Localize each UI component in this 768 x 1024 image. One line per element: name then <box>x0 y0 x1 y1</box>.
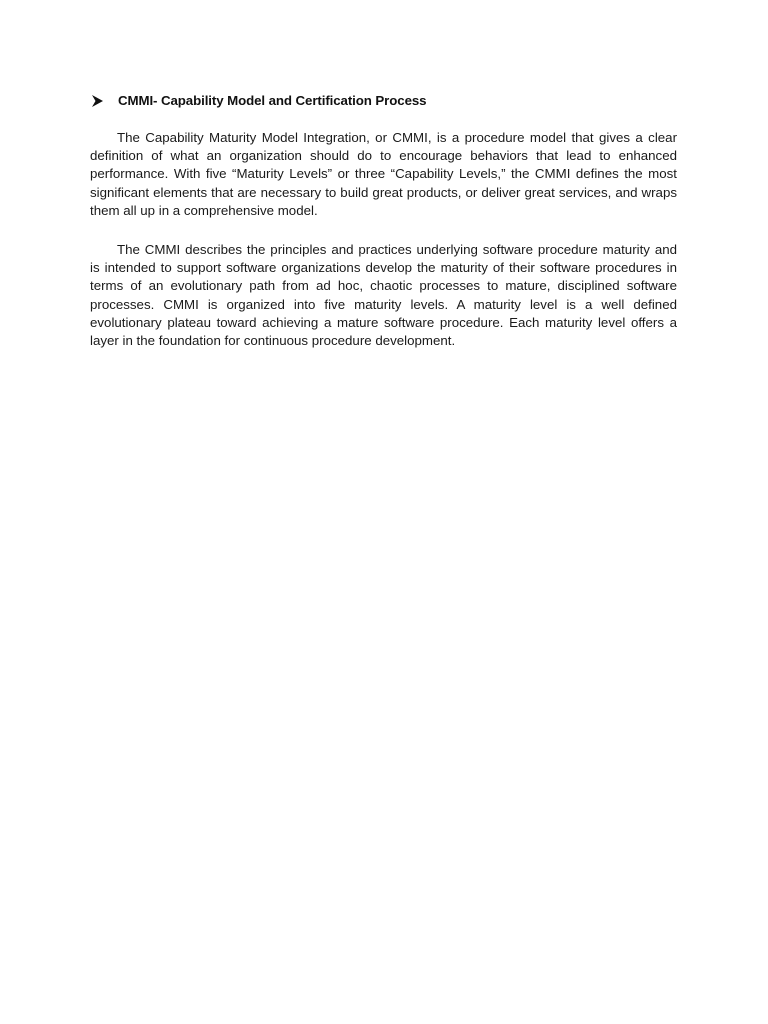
section-heading-row <box>90 93 426 108</box>
paragraph-2: The CMMI describes the principles and practices underlying software procedure maturity and is intended to support software organizations develop the maturity of their software procedures in terms of an evolutionary path from ad hoc, chaotic processes to mature, disciplined software processes. CMMI is organized into five maturity levels. A maturity level is a well defined evolutionary plateau toward achieving a mature software procedure. Each maturity level offers a layer in the foundation for continuous procedure development. <box>90 242 677 349</box>
arrowhead-bullet-icon <box>90 94 104 108</box>
paragraph-1: The Capability Maturity Model Integration, or CMMI, is a procedure model that gives a clear definition of what an organization should do to encourage behaviors that lead to enhanced performance. With five “Maturity Levels” or three “Capability Levels,” the CMMI defines the most significant elements that are necessary to build great products, or deliver great services, and wraps them all up in a comprehensive model. <box>90 130 677 218</box>
section-heading: CMMI- Capability Model and Certification Process <box>118 93 427 108</box>
